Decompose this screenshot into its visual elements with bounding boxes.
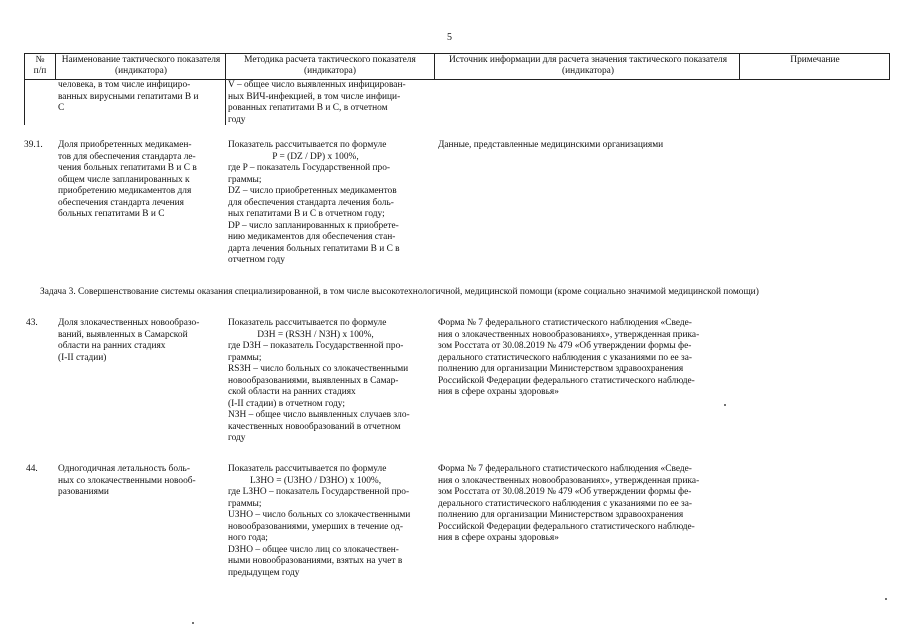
cont-left-border (24, 79, 25, 125)
row-44-name: Одногодичная летальность боль- ных со злокачественными новооб- разованиями (58, 464, 196, 497)
header-source: Источник информации для расчета значения тактического показателя (индикатора) (448, 55, 728, 76)
row-44-source: Форма № 7 федерального статистического наблюдения «Сведе- ния о злокачественных новообразованиях», утвержденная прика- зом Росстата от 30.08.2019 № 479 «Об утверждении формы фе- дерального статистического наблюдения с указаниями по ее за- полнению для организации Министерством здравоохранения Российской Федерации федерального статистического наблюде- ния в сфере охраны здоровья» (438, 464, 700, 543)
row-39-method-intro: Показатель рассчитывается по формуле (228, 140, 387, 150)
header-top-border (24, 53, 890, 54)
row-44-var-l: где LЗНО – показатель Государственной про- граммы; (228, 487, 410, 509)
cont-divider-name (225, 79, 226, 125)
header-divider-4 (739, 53, 740, 80)
row-44-num: 44. (26, 464, 38, 474)
row-43-name: Доля злокачественных новообразо- ваний, выявленных в Самарской области на ранних стадиях (I-II стадии) (58, 318, 200, 363)
header-divider-1 (55, 53, 56, 80)
scan-speck (724, 404, 726, 406)
row-44-var-d: DЗНО – общее число лиц со злокачествен- ными новообразованиями, взятых на учет в предыдущем году (228, 544, 403, 578)
row-39-var-dp: DP – число запланированных к приобрете- нию медикаментов для обеспечения стан- дарта лечения больных гепатитами В и С в отчетном году (228, 220, 400, 265)
row-39-var-dz: DZ – число приобретенных медикаментов для обеспечения стандарта лечения боль- ных гепатитами В и С в отчетном году; (228, 186, 397, 219)
row-44-method-intro: Показатель рассчитывается по формуле (228, 464, 387, 474)
row-43-method (228, 318, 433, 445)
task-3-heading: Задача 3. Совершенствование системы оказания специализированной, в том числе высокотехнологичной, медицинской помощи (кроме социально значимой медицинской помощи) (40, 287, 759, 297)
header-divider-3 (434, 53, 435, 80)
header-name: Наименование тактического показателя (индикатора) (61, 55, 221, 76)
row-39-formula: P = (DZ / DP) x 100%, (272, 151, 359, 162)
header-divider-5 (889, 53, 890, 80)
cont-method: V – общее число выявленных инфицирован- ных ВИЧ-инфекцией, в том числе инфици- рованных гепатитами В и С, в отчетном году (228, 80, 406, 125)
page-number: 5 (447, 32, 452, 43)
row-43-var-d: где DЗН – показатель Государственной про- граммы; (228, 341, 404, 363)
row-39-var-p: где P – показатель Государственной про- граммы; (228, 163, 391, 185)
row-43-method-intro: Показатель рассчитывается по формуле (228, 318, 387, 328)
row-43-var-n: NЗН – общее число выявленных случаев зло- качественных новообразований в отчетном году (228, 410, 410, 443)
scan-speck (885, 598, 887, 600)
row-39-num: 39.1. (24, 140, 43, 150)
header-divider-2 (225, 53, 226, 80)
header-num: № п/п (33, 55, 47, 76)
row-43-num: 43. (26, 318, 38, 328)
scan-speck (192, 622, 194, 624)
row-44-var-u: UЗНО – число больных со злокачественными новообразованиями, умерших в течение од- ного года; (228, 510, 411, 543)
row-43-formula: DЗН = (RSЗН / NЗН) x 100%, (257, 329, 374, 340)
row-43-source: Форма № 7 федерального статистического наблюдения «Сведе- ния о злокачественных новообразованиях», утвержденная прика- зом Росстата от 30.08.2019 № 479 «Об утверждении формы фе- дерального статистического наблюдения с указаниями по ее за- полнению для организации Министерством здравоохранения Российской Федерации федерального статистического наблюде- ния в сфере охраны здоровья» (438, 318, 700, 397)
row-44-method (228, 464, 433, 579)
row-39-method (228, 140, 433, 267)
cont-name: человека, в том числе инфициро- ванных вирусными гепатитами В и С (58, 80, 199, 113)
row-39-source: Данные, представленные медицинскими организациями (438, 140, 664, 150)
header-method: Методика расчета тактического показателя (индикатора) (244, 55, 416, 76)
row-44-formula: LЗНО = (UЗНО / DЗНО) x 100%, (249, 475, 382, 486)
row-39-name: Доля приобретенных медикамен- тов для обеспечения стандарта ле- чения больных гепатитами В и С в общем числе запланированных к приобретению медикаментов для обеспечения стандарта лечения больных гепатитами В и С (58, 140, 197, 219)
row-43-var-rs: RSЗН – число больных со злокачественными новообразованиями, выявленных в Самар- ской области на ранних стадиях (I-II стадии) в отчетном году; (228, 364, 409, 409)
header-note: Примечание (790, 55, 840, 65)
